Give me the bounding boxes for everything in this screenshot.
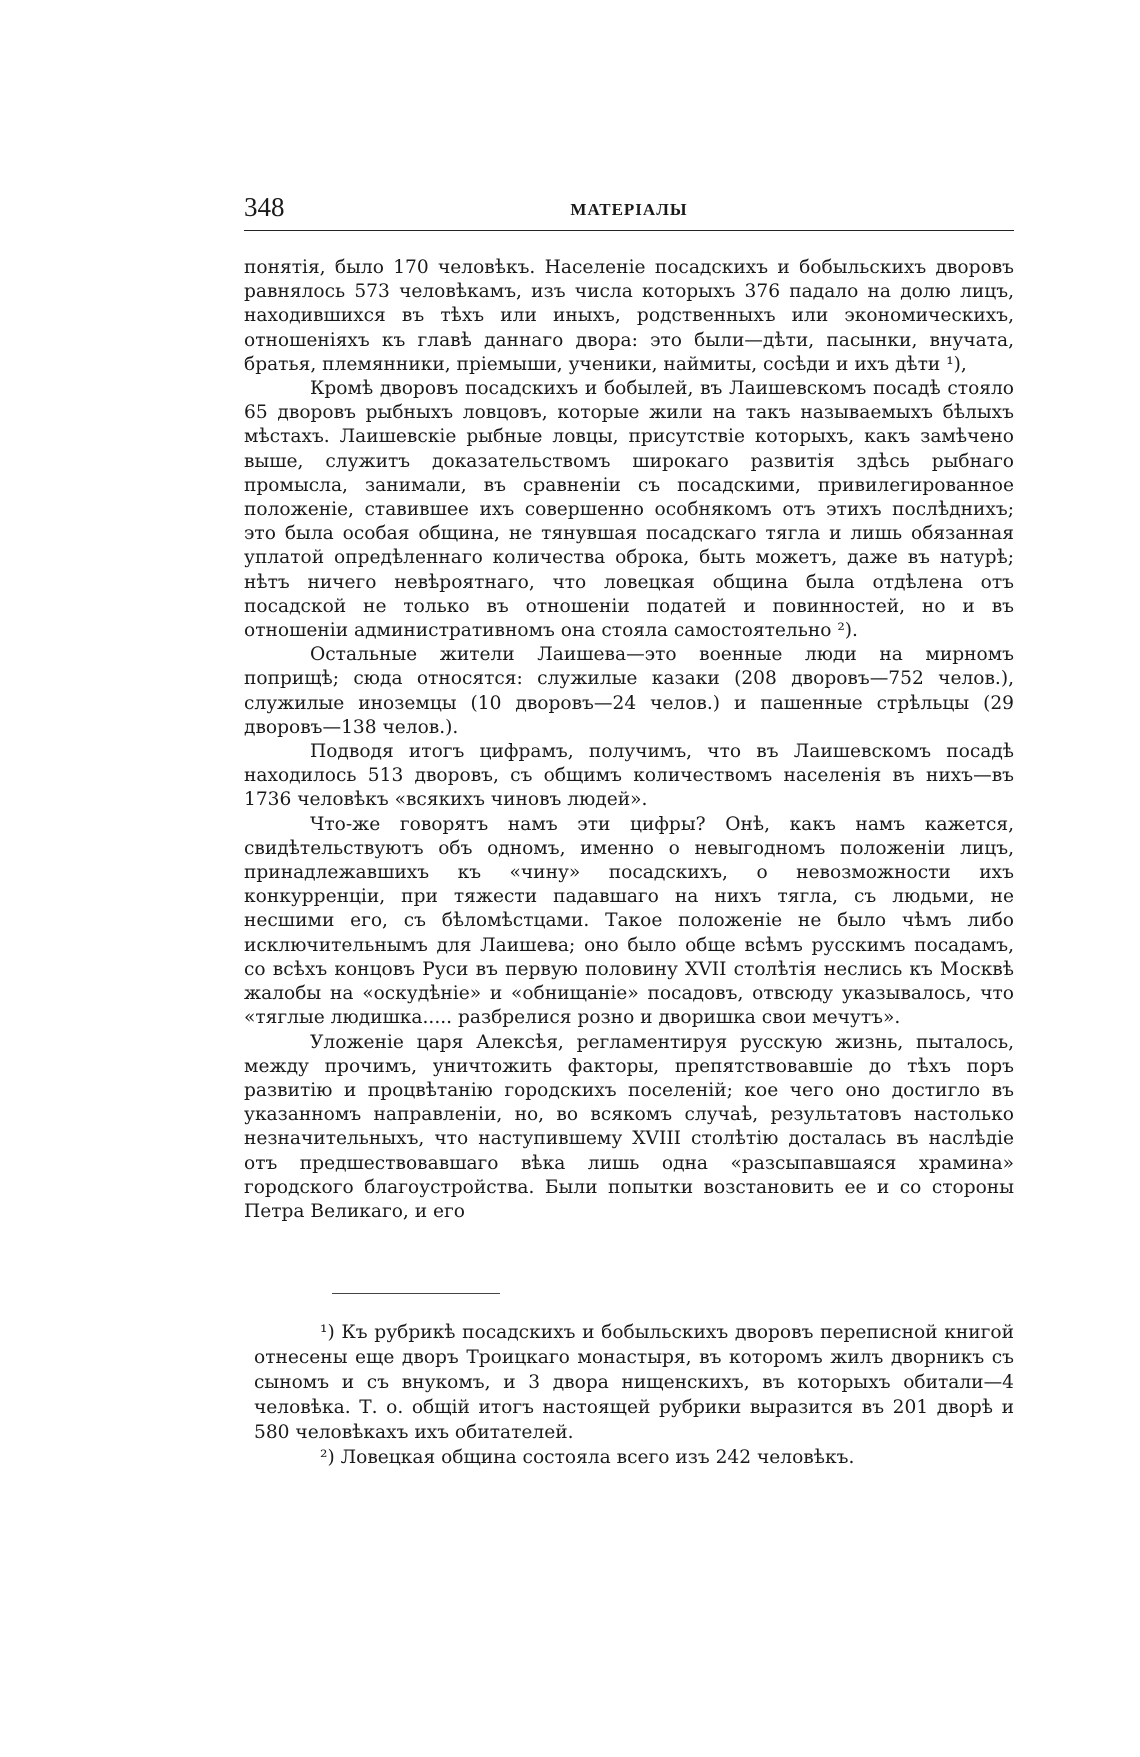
footnote-1: ¹) Къ рубрикѣ посадскихъ и бобыльскихъ дворовъ переписной книгой отнесены еще дворъ Троицкаго монастыря, въ которомъ жилъ дворникъ съ сыномъ и съ внукомъ, и 3 двора нищенскихъ, въ которыхъ обитали—4 человѣка. Т. о. общій итогъ настоящей рубрики выразится въ 201 дворѣ и 580 человѣкахъ ихъ обитателей. [254, 1322, 1014, 1443]
paragraph-ulozhenie: Уложеніе царя Алексѣя, регламентируя русскую жизнь, пыталось, между прочимъ, уничтожить факторы, препятствовавшіе до тѣхъ поръ развитію и процвѣтанію городскихъ поселеній; кое чего оно достигло въ указанномъ направленіи, но, во всякомъ случаѣ, результатовъ настолько незначительныхъ, что наступившему XVIII столѣтію досталась въ наслѣдіе отъ предшествовавшаго вѣка лишь одна «разсыпавшаяся храмина» городского благоустройства. Были попытки возстановить ее и со стороны Петра Великаго, и его [244, 1031, 1014, 1222]
footnote-2: ²) Ловецкая община состояла всего изъ 242 человѣкъ. [320, 1447, 855, 1468]
paragraph-totals: Подводя итогъ цифрамъ, получимъ, что въ Лаишевскомъ посадѣ находилось 513 дворовъ, съ общимъ количествомъ населенія въ нихъ—въ 1736 человѣкъ «всякихъ чиновъ людей». [244, 741, 1014, 811]
paragraph-fishermen: Кромѣ дворовъ посадскихъ и бобылей, въ Лаишевскомъ посадѣ стояло 65 дворовъ рыбныхъ ловцовъ, которые жили на такъ называемыхъ бѣлыхъ мѣстахъ. Лаишевскіе рыбные ловцы, присутствіе которыхъ, какъ замѣчено выше, служитъ доказательствомъ широкаго развитія здѣсь рыбнаго промысла, занимали, въ сравненіи съ посадскими, привилегированное положеніе, ставившее ихъ совершенно особнякомъ отъ этихъ послѣднихъ; это была особая община, не тянувшая посадскаго тягла и лишь обязанная уплатой опредѣленнаго количества оброка, быть можетъ, даже въ натурѣ; нѣтъ ничего невѣроятнаго, что ловецкая община была отдѣлена отъ посадской не только въ отношеніи податей и повинностей, но и въ отношеніи административномъ она стояла самостоятельно ²). [244, 378, 1014, 642]
page-number: 348 [244, 192, 285, 222]
running-title: МАТЕРІАЛЫ [570, 200, 688, 219]
main-text [244, 256, 1014, 1224]
footnote-separator [332, 1293, 500, 1294]
footnotes [254, 1320, 1014, 1470]
paragraph-continuation: понятія, было 170 человѣкъ. Населеніе посадскихъ и бобыльскихъ дворовъ равнялось 573 человѣкамъ, изъ числа которыхъ 376 падало на долю лицъ, находившихся въ тѣхъ или иныхъ, родственныхъ или экономическихъ, отношеніяхъ къ главѣ даннаго двора: это были—дѣти, пасынки, внучата, братья, племянники, пріемыши, ученики, наймиты, сосѣди и ихъ дѣти ¹), [244, 257, 1014, 375]
paragraph-military: Остальные жители Лаишева—это военные люди на мирномъ поприщѣ; сюда относятся: служилые казаки (208 дворовъ—752 челов.), служилые иноземцы (10 дворовъ—24 челов.) и пашенные стрѣльцы (29 дворовъ—138 челов.). [244, 644, 1014, 738]
page-header [244, 192, 1014, 231]
paragraph-conclusion: Что-же говорятъ намъ эти цифры? Онѣ, какъ намъ кажется, свидѣтельствуютъ объ одномъ, именно о невыгодномъ положеніи лицъ, принадлежавшихъ къ «чину» посадскихъ, о невозможности ихъ конкурренціи, при тяжести падавшаго на нихъ тягла, съ людьми, не несшими его, съ бѣломѣстцами. Такое положеніе не было чѣмъ либо исключительнымъ для Лаишева; оно было обще всѣмъ русскимъ посадамъ, со всѣхъ концовъ Руси въ первую половину XVII столѣтія неслись къ Москвѣ жалобы на «оскудѣніе» и «обнищаніе» посадовъ, отвсюду указывалось, что «тяглые людишка..... разбрелися розно и дворишка свои мечутъ». [244, 813, 1014, 1029]
